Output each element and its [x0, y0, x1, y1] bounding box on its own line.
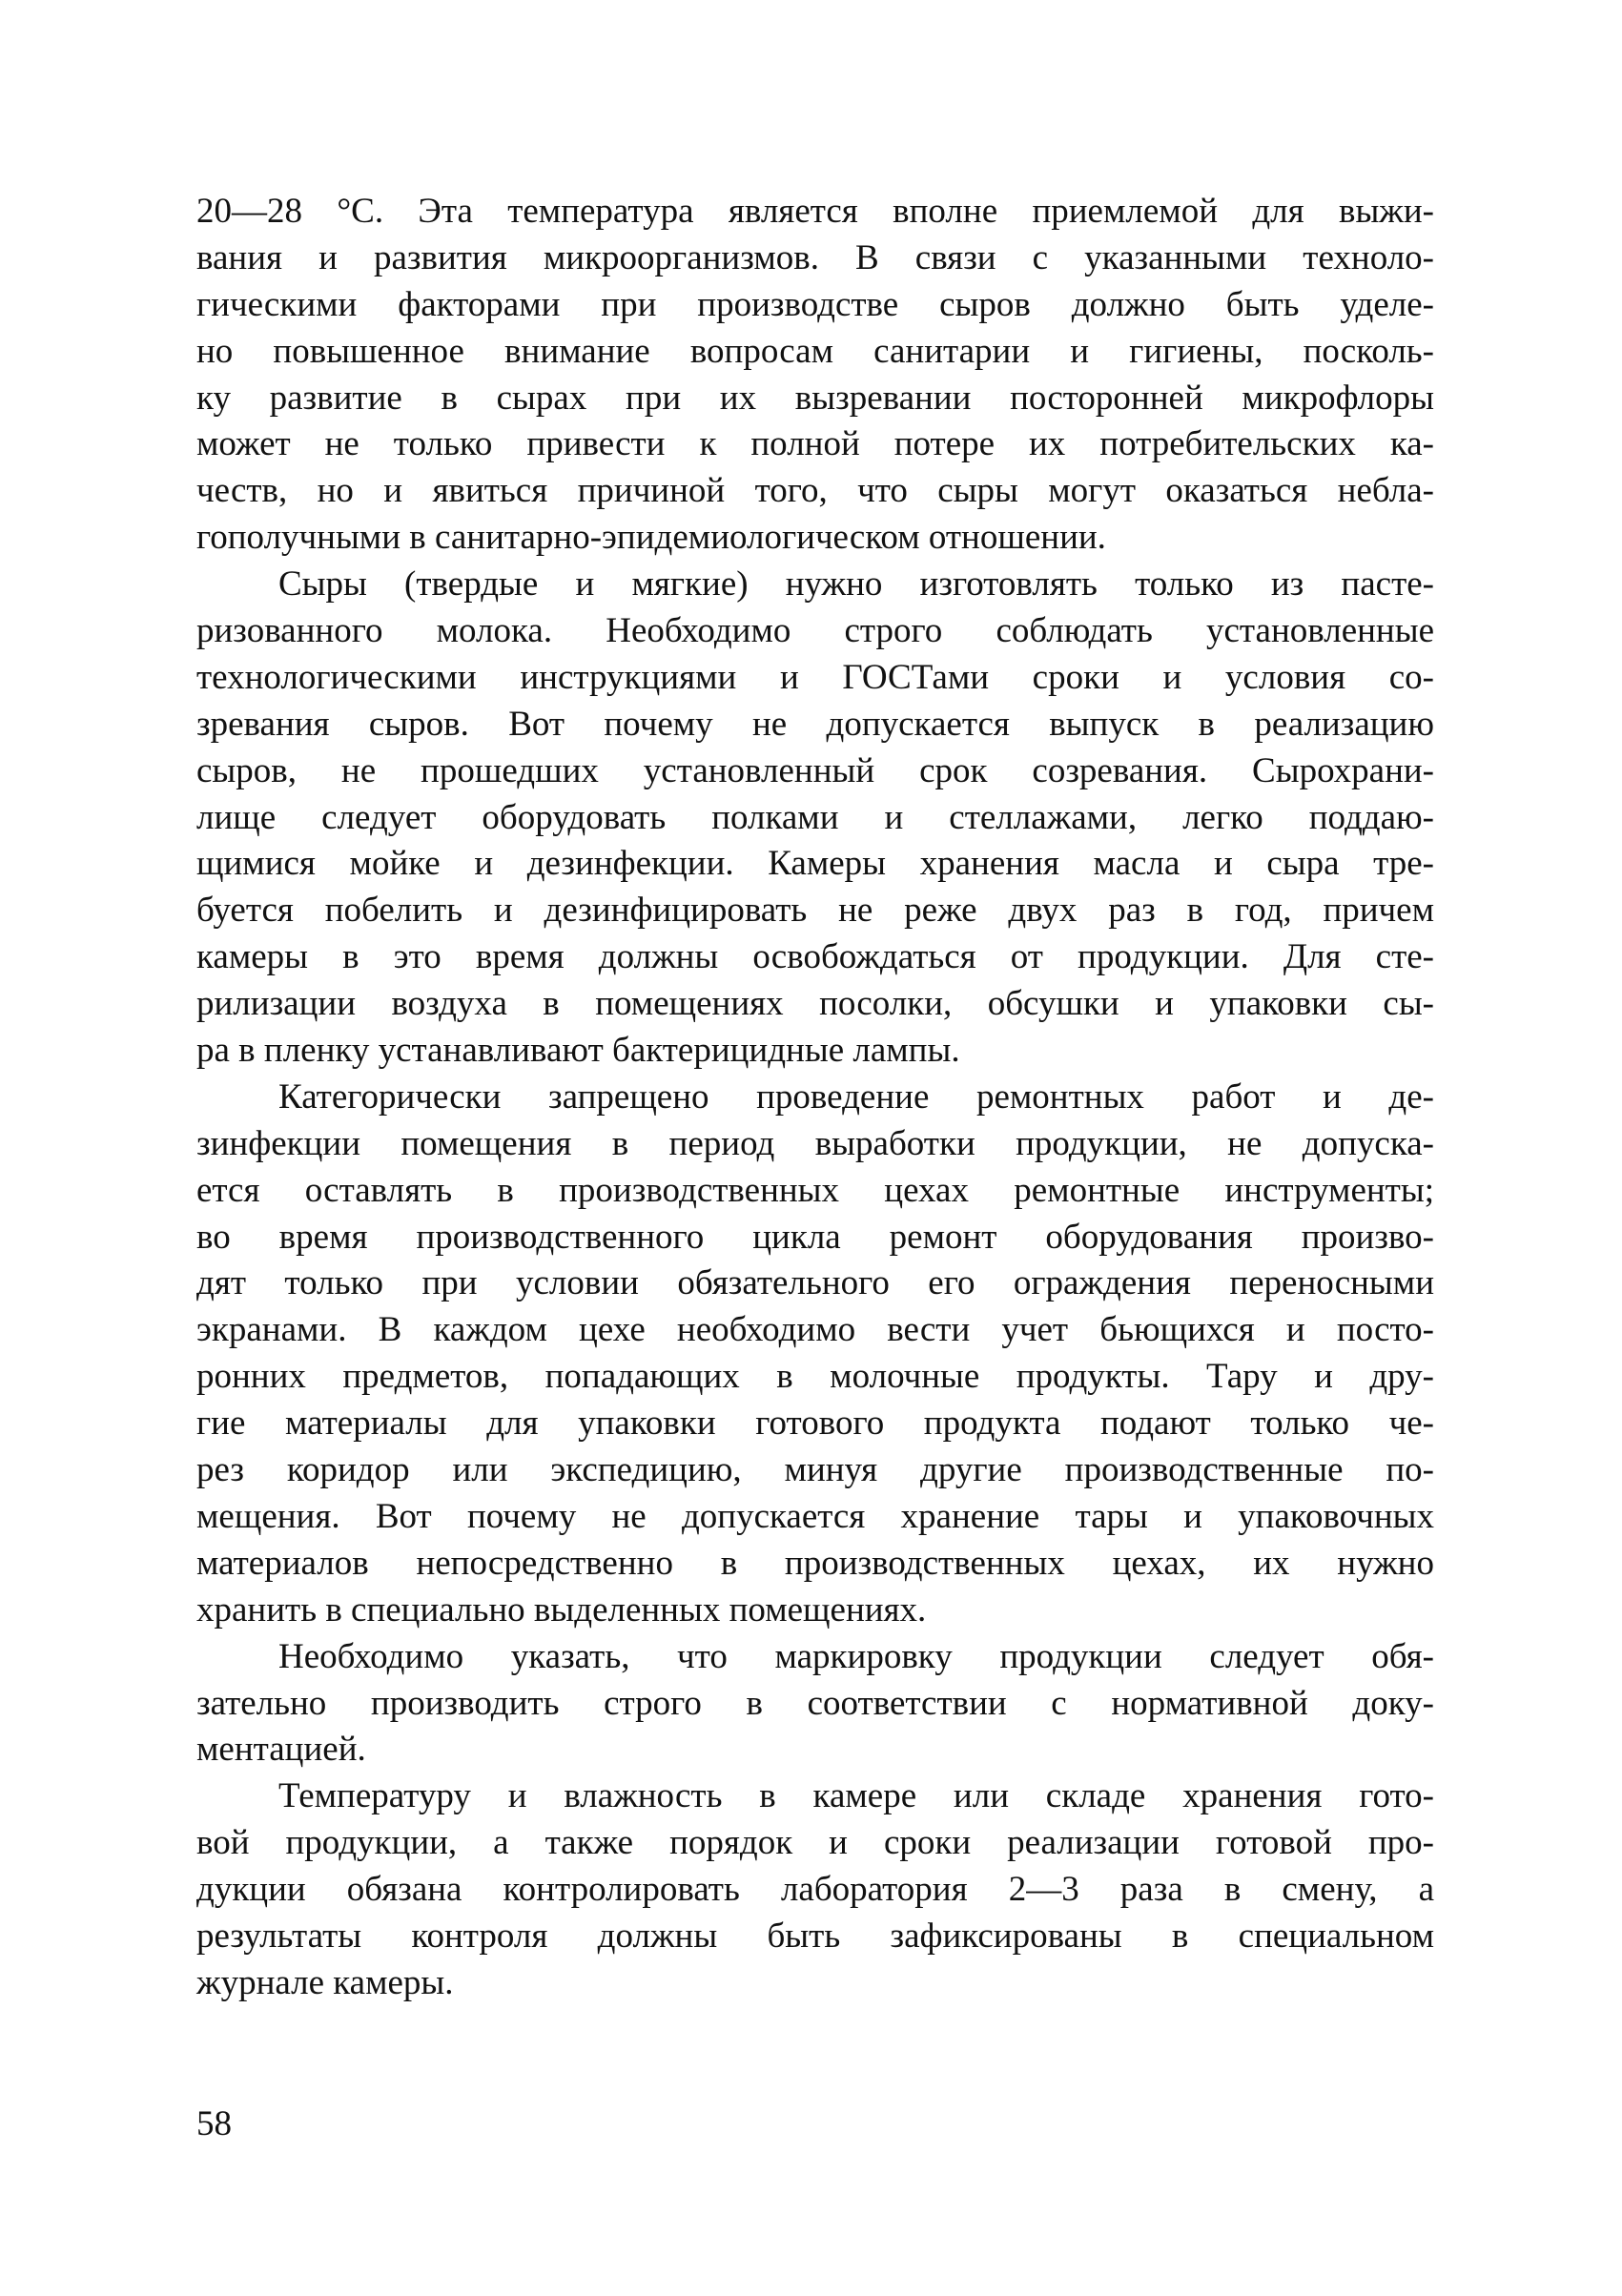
text-line: во время производственного цикла ремонт оборудования произво- — [196, 1217, 1434, 1257]
text-line: может не только привести к полной потере их потребительских ка- — [196, 424, 1434, 464]
text-line: буется побелить и дезинфицировать не реже двух раз в год, причем — [196, 891, 1434, 931]
text-line: зательно производить строго в соответствии с нормативной доку- — [196, 1683, 1434, 1723]
body-text — [196, 189, 1434, 2007]
text-line: дят только при условии обязательного его ограждения переносными — [196, 1263, 1434, 1303]
text-line: Температуру и влажность в камере или складе хранения гото- — [278, 1776, 1434, 1816]
text-line: экранами. В каждом цехе необходимо вести учет бьющихся и посто- — [196, 1310, 1434, 1350]
text-line: рилизации воздуха в помещениях посолки, обсушки и упаковки сы- — [196, 984, 1434, 1024]
text-line: ронних предметов, попадающих в молочные продукты. Тару и дру- — [196, 1357, 1434, 1397]
text-line: вания и развития микроорганизмов. В связи с указанными техноло- — [196, 237, 1434, 277]
text-line: щимися мойке и дезинфекции. Камеры хранения масла и сыра тре- — [196, 844, 1434, 884]
text-line: рез коридор или экспедицию, минуя другие производственные по- — [196, 1450, 1434, 1490]
text-line: зревания сыров. Вот почему не допускается выпуск в реализацию — [196, 704, 1434, 744]
text-line: ра в пленку устанавливают бактерицидные лампы. — [196, 1031, 960, 1071]
text-line: дукции обязана контролировать лаборатория 2—3 раза в смену, а — [196, 1870, 1434, 1910]
text-line: журнале камеры. — [196, 1962, 454, 2002]
text-line: лище следует оборудовать полками и стеллажами, легко поддаю- — [196, 797, 1434, 837]
text-line: камеры в это время должны освобождаться от продукции. Для сте- — [196, 937, 1434, 977]
text-line: ку развитие в сырах при их вызревании посторонней микрофлоры — [196, 378, 1434, 418]
text-line: честв, но и явиться причиной того, что сыры могут оказаться небла- — [196, 471, 1434, 511]
text-line: гие материалы для упаковки готового продукта подают только че- — [196, 1404, 1434, 1444]
text-line: материалов непосредственно в производственных цехах, их нужно — [196, 1543, 1434, 1583]
text-line: Категорически запрещено проведение ремонтных работ и де- — [278, 1076, 1434, 1117]
text-line: гополучными в санитарно-эпидемиологическом отношении. — [196, 518, 1106, 558]
text-line: вой продукции, а также порядок и сроки реализации готовой про- — [196, 1823, 1434, 1863]
text-line: 20—28 °C. Эта температура является вполне приемлемой для выжи- — [196, 192, 1434, 231]
text-line: зинфекции помещения в период выработки продукции, не допуска- — [196, 1123, 1434, 1163]
text-line: ризованного молока. Необходимо строго соблюдать установленные — [196, 611, 1434, 651]
text-line: результаты контроля должны быть зафиксированы в специальном — [196, 1916, 1434, 1956]
text-line: Необходимо указать, что маркировку продукции следует обя- — [278, 1636, 1434, 1676]
text-line: мещения. Вот почему не допускается хранение тары и упаковочных — [196, 1496, 1434, 1536]
text-line: Сыры (твердые и мягкие) нужно изготовлять только из пасте- — [278, 564, 1434, 605]
text-line: хранить в специально выделенных помещениях. — [196, 1589, 927, 1630]
text-line: ментацией. — [196, 1730, 366, 1770]
text-line: технологическими инструкциями и ГОСТами сроки и условия со- — [196, 657, 1434, 697]
text-line: сыров, не прошедших установленный срок созревания. Сырохрани- — [196, 750, 1434, 790]
page-number: 58 — [196, 2104, 232, 2143]
text-line: ется оставлять в производственных цехах ремонтные инструменты; — [196, 1170, 1434, 1210]
text-line: гическими факторами при производстве сыров должно быть уделе- — [196, 284, 1434, 324]
text-line: но повышенное внимание вопросам санитарии и гигиены, посколь- — [196, 331, 1434, 371]
